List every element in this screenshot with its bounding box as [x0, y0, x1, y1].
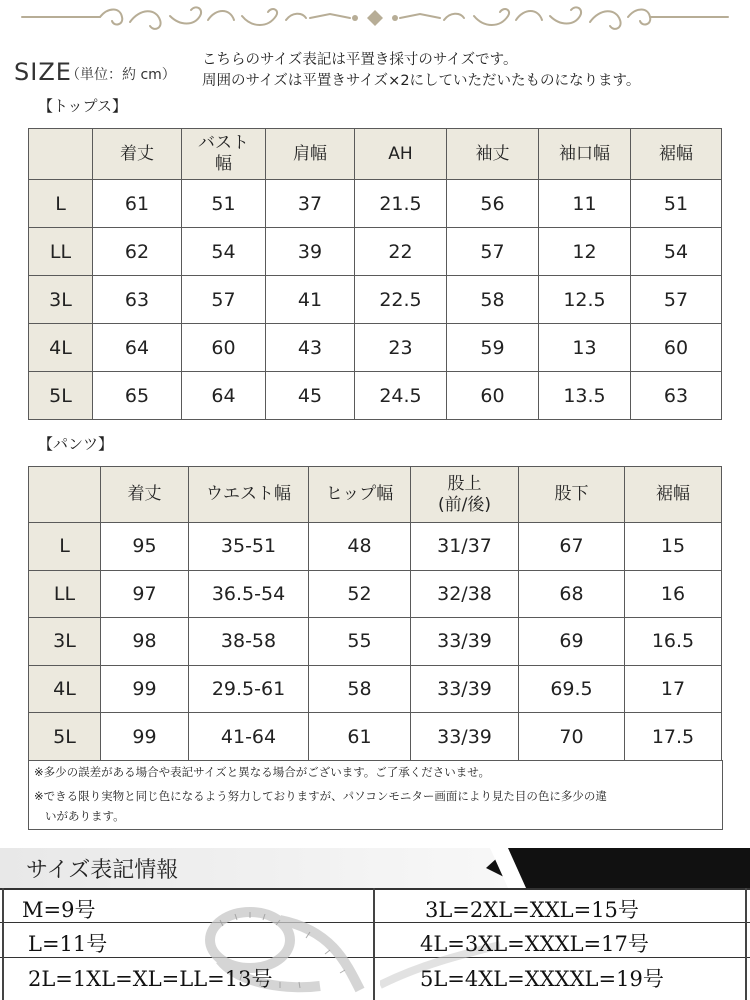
column-header-text: 幅: [215, 154, 232, 174]
table-row: [29, 180, 722, 228]
measurement-cell: 22.5: [355, 276, 447, 324]
measurement-cell: 99: [101, 713, 189, 761]
column-header: [93, 129, 182, 180]
column-header: [309, 467, 411, 523]
measurement-cell: 63: [93, 276, 182, 324]
measurement-cell: 65: [93, 372, 182, 420]
disclaimer-box: [28, 760, 723, 830]
measurement-cell: 69.5: [519, 665, 625, 713]
measurement-cell: 64: [182, 372, 266, 420]
column-header: [625, 467, 722, 523]
table-row: [29, 618, 722, 666]
column-header: [631, 129, 722, 180]
measurement-cell: 54: [631, 228, 722, 276]
size-info-row: [0, 924, 750, 958]
measurement-cell: 11: [539, 180, 631, 228]
column-header-text: 股上: [447, 473, 482, 494]
measurement-cell: 60: [182, 324, 266, 372]
measurement-cell: 22: [355, 228, 447, 276]
measurement-cell: 61: [93, 180, 182, 228]
size-info-left: 2L=1XL=XL=LL=13号: [28, 967, 273, 991]
size-info-title: サイズ表記情報: [26, 858, 179, 883]
column-header: [189, 467, 309, 523]
measurement-cell: 33/39: [411, 713, 519, 761]
column-header-text: ヒップ幅: [325, 484, 394, 504]
measurement-cell: 60: [447, 372, 539, 420]
column-header: [447, 129, 539, 180]
size-note-line: こちらのサイズ表記は平置き採寸のサイズです。: [202, 52, 518, 68]
column-header: [539, 129, 631, 180]
size-label-cell: 4L: [29, 324, 93, 372]
tops-size-table: [28, 128, 722, 420]
table-header-row: [29, 467, 722, 523]
measurement-cell: 15: [625, 523, 722, 571]
size-notes: [202, 50, 640, 92]
measurement-cell: 69: [519, 618, 625, 666]
measurement-cell: 97: [101, 570, 189, 618]
column-header-text: 袖口幅: [559, 143, 610, 164]
measurement-cell: 51: [631, 180, 722, 228]
table-row: [29, 713, 722, 761]
size-heading: SIZE: [14, 58, 72, 86]
measurement-cell: 33/39: [411, 665, 519, 713]
measurement-cell: 63: [631, 372, 722, 420]
measurement-cell: 70: [519, 713, 625, 761]
measurement-cell: 62: [93, 228, 182, 276]
measurement-cell: 51: [182, 180, 266, 228]
pants-size-table: [28, 466, 722, 761]
column-header: [29, 467, 101, 523]
measurement-cell: 57: [447, 228, 539, 276]
measurement-cell: 52: [309, 570, 411, 618]
measurement-cell: 17: [625, 665, 722, 713]
measurement-cell: 17.5: [625, 713, 722, 761]
size-info-left: L=11号: [28, 932, 108, 956]
size-label-cell: LL: [29, 570, 101, 618]
size-info-left: M=9号: [22, 898, 96, 922]
measurement-cell: 64: [93, 324, 182, 372]
measurement-cell: 41: [266, 276, 355, 324]
measurement-cell: 32/38: [411, 570, 519, 618]
measurement-cell: 55: [309, 618, 411, 666]
measurement-cell: 58: [309, 665, 411, 713]
size-label-cell: 4L: [29, 665, 101, 713]
measurement-cell: 45: [266, 372, 355, 420]
measurement-cell: 36.5-54: [189, 570, 309, 618]
measurement-cell: 99: [101, 665, 189, 713]
measurement-cell: 67: [519, 523, 625, 571]
column-header: [411, 467, 519, 523]
size-info-right: 4L=3XL=XXXL=17号: [420, 932, 649, 956]
measurement-cell: 56: [447, 180, 539, 228]
column-header-text: バスト: [198, 133, 249, 153]
column-header-text: 裾幅: [656, 484, 690, 504]
size-label-cell: LL: [29, 228, 93, 276]
measurement-cell: 68: [519, 570, 625, 618]
measurement-cell: 24.5: [355, 372, 447, 420]
column-header-text: 着丈: [120, 143, 154, 164]
measurement-cell: 48: [309, 523, 411, 571]
measurement-cell: 12.5: [539, 276, 631, 324]
measurement-cell: 33/39: [411, 618, 519, 666]
measurement-cell: 29.5-61: [189, 665, 309, 713]
measurement-cell: 38-58: [189, 618, 309, 666]
measurement-cell: 13: [539, 324, 631, 372]
column-header-text: 肩幅: [293, 143, 327, 164]
size-label-cell: 3L: [29, 618, 101, 666]
table-row: [29, 276, 722, 324]
measurement-cell: 54: [182, 228, 266, 276]
size-label-cell: L: [29, 523, 101, 571]
disclaimer-line: いがあります。: [45, 809, 125, 823]
pants-section-label: 【パンツ】: [38, 435, 114, 453]
table-row: [29, 372, 722, 420]
table-header-row: [29, 129, 722, 180]
column-header: [29, 129, 93, 180]
column-header-text: AH: [388, 143, 413, 164]
measurement-cell: 16: [625, 570, 722, 618]
measurement-cell: 23: [355, 324, 447, 372]
column-header-text: 袖丈: [475, 143, 510, 164]
measurement-cell: 57: [631, 276, 722, 324]
measurement-cell: 21.5: [355, 180, 447, 228]
measurement-cell: 57: [182, 276, 266, 324]
measurement-cell: 98: [101, 618, 189, 666]
column-header-text: (前/後): [438, 494, 491, 515]
measurement-cell: 59: [447, 324, 539, 372]
column-header: [101, 467, 189, 523]
measurement-cell: 16.5: [625, 618, 722, 666]
disclaimer-line: ※多少の誤差がある場合や表記サイズと異なる場合がございます。ご了承くださいませ。: [34, 765, 490, 779]
table-row: [29, 665, 722, 713]
tops-section-label: 【トップス】: [38, 97, 127, 115]
size-info-right: 3L=2XL=XXL=15号: [425, 898, 639, 922]
column-header-text: 股下: [554, 484, 589, 504]
unit-label: （単位：約 cm）: [66, 67, 176, 83]
column-header: [266, 129, 355, 180]
table-row: [29, 228, 722, 276]
size-info-right: 5L=4XL=XXXXL=19号: [420, 967, 664, 991]
column-header-text: 裾幅: [659, 143, 693, 164]
measurement-cell: 43: [266, 324, 355, 372]
measurement-cell: 61: [309, 713, 411, 761]
column-header: [519, 467, 625, 523]
scroll-ornament-icon: [0, 0, 750, 40]
measurement-cell: 35-51: [189, 523, 309, 571]
disclaimer-line: ※できる限り実物と同じ色になるよう努力しておりますが、パソコンモニター画面により見た目の色に多少の違: [34, 789, 607, 803]
size-note-line: 周囲のサイズは平置きサイズ×2にしていただいたものになります。: [202, 73, 641, 89]
column-header-text: 着丈: [127, 484, 162, 504]
measurement-cell: 12: [539, 228, 631, 276]
table-row: [29, 570, 722, 618]
column-header: [182, 129, 266, 180]
measurement-cell: 41-64: [189, 713, 309, 761]
column-header-text: ウエスト幅: [206, 484, 291, 504]
table-row: [29, 523, 722, 571]
size-info-row: [0, 959, 750, 993]
measurement-cell: 13.5: [539, 372, 631, 420]
measurement-cell: 58: [447, 276, 539, 324]
measurement-cell: 39: [266, 228, 355, 276]
size-info-row: [0, 890, 750, 924]
column-header: [355, 129, 447, 180]
measurement-cell: 95: [101, 523, 189, 571]
size-label-cell: 3L: [29, 276, 93, 324]
measurement-cell: 60: [631, 324, 722, 372]
table-row: [29, 324, 722, 372]
size-label-cell: L: [29, 180, 93, 228]
size-label-cell: 5L: [29, 713, 101, 761]
measurement-cell: 37: [266, 180, 355, 228]
measurement-cell: 31/37: [411, 523, 519, 571]
size-label-cell: 5L: [29, 372, 93, 420]
